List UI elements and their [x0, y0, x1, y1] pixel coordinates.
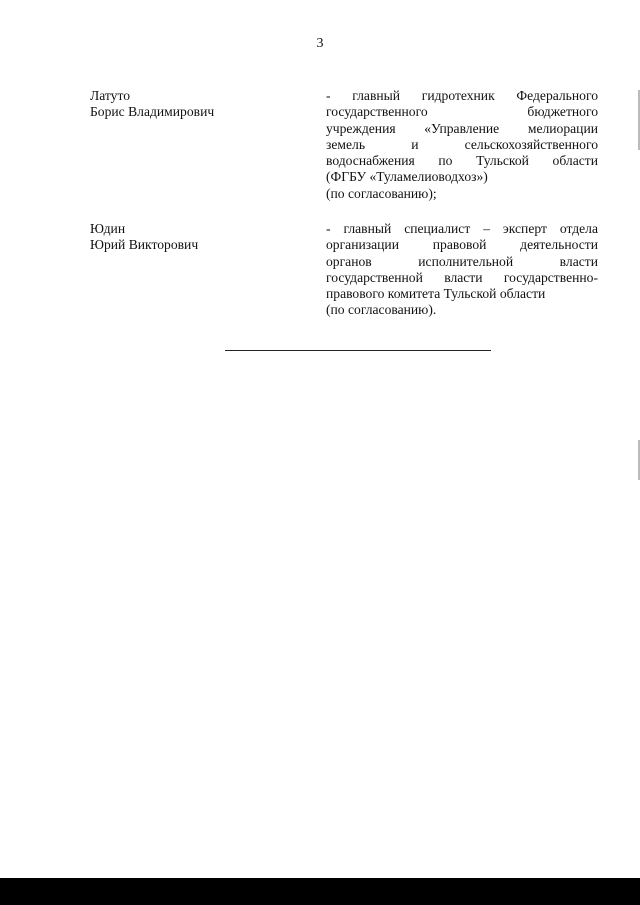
scan-bottom-border: [0, 878, 640, 905]
position-line: водоснабжения по Тульской области: [326, 153, 598, 169]
member-name: [90, 221, 290, 254]
member-given-names: Борис Владимирович: [90, 104, 215, 120]
position-line: государственного бюджетного: [326, 104, 598, 120]
position-line: (по согласованию);: [326, 185, 437, 201]
member-given-names: Юрий Викторович: [90, 237, 199, 253]
position-line: государственной власти государственно-: [326, 269, 598, 285]
member-position: [326, 221, 598, 319]
position-line: (по согласованию).: [326, 302, 437, 318]
member-surname: Латуто: [90, 88, 131, 103]
page-number: 3: [316, 36, 324, 51]
position-line: органов исполнительной власти: [326, 253, 598, 269]
position-line: правового комитета Тульской области: [326, 286, 546, 302]
position-line: (ФГБУ «Туламелиоводхоз»): [326, 169, 488, 185]
position-line: - главный гидротехник Федерального: [326, 88, 598, 103]
position-line: - главный специалист – эксперт отдела: [326, 221, 598, 236]
position-line: учреждения «Управление мелиорации: [326, 120, 598, 136]
position-line: организации правовой деятельности: [326, 237, 598, 253]
member-name: [90, 88, 290, 121]
member-surname: Юдин: [90, 221, 126, 236]
position-line: земель и сельскохозяйственного: [326, 136, 598, 152]
end-divider-line: [225, 350, 491, 351]
member-position: [326, 88, 598, 202]
